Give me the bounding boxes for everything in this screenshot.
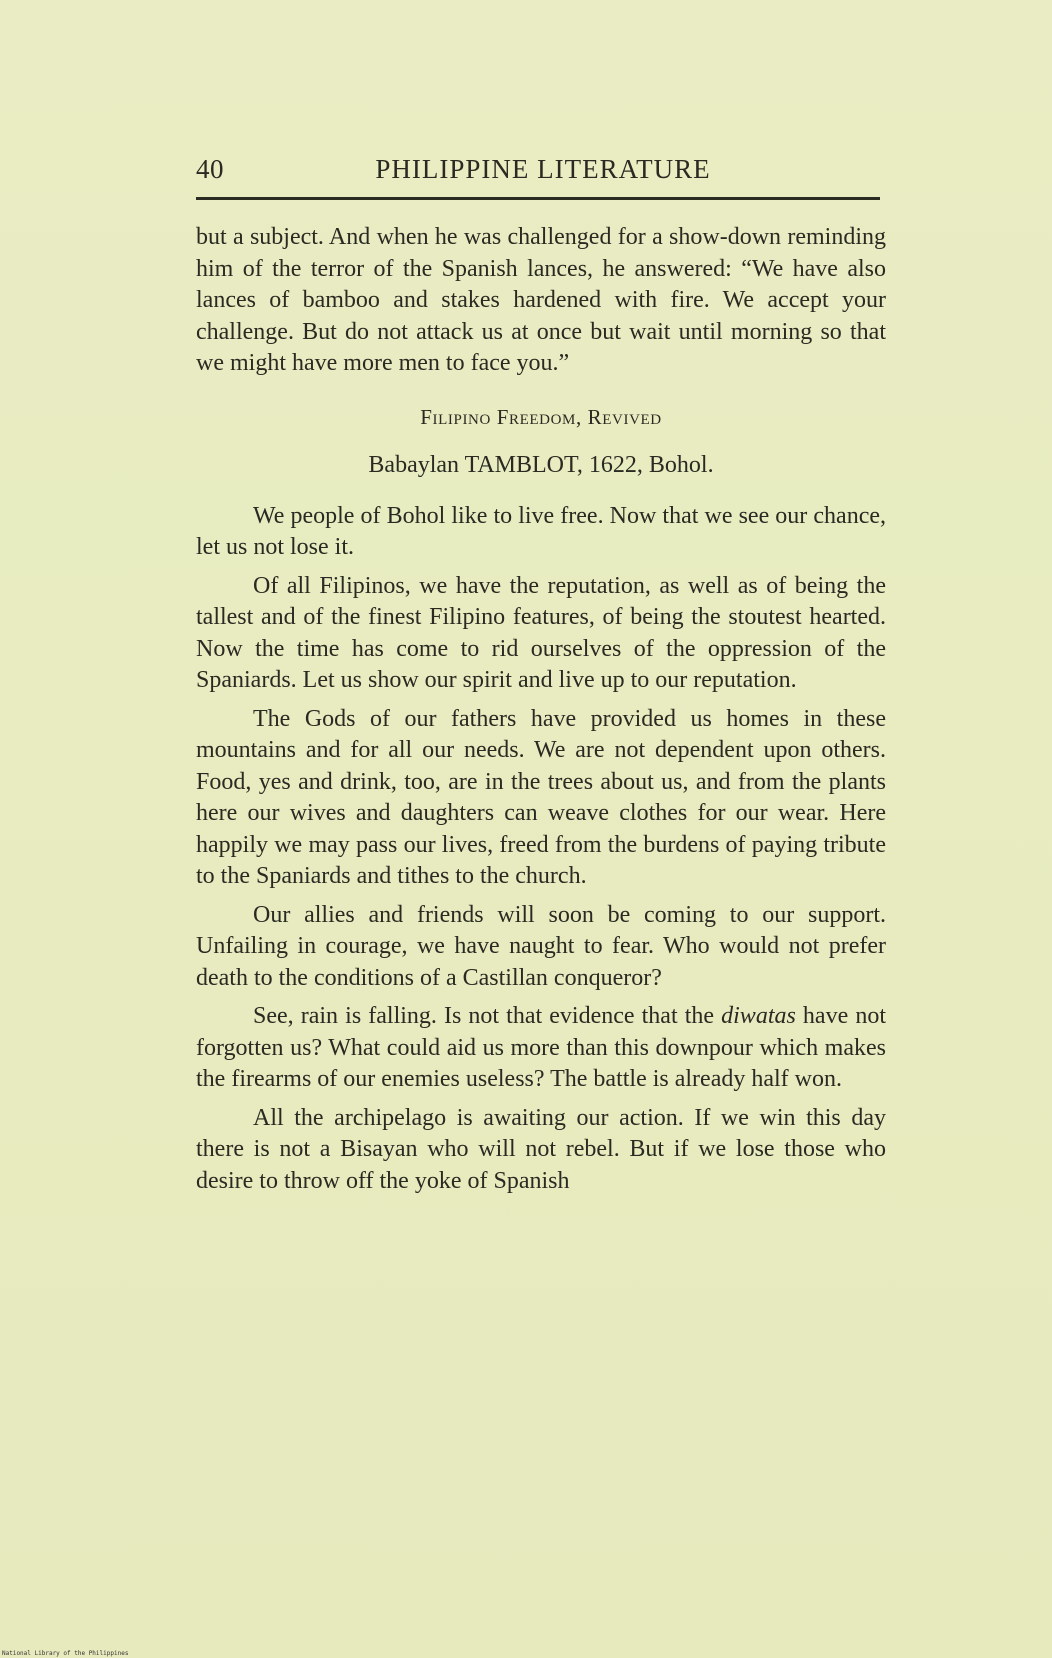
paragraph-5 <box>196 1001 886 1096</box>
paragraph-5-text-after: have not forgotten us? What could aid us more than this downpour which makes the firearms of our enemies useless? The battle is already half won. <box>196 1003 886 1092</box>
paragraph-3: The Gods of our fathers have provided us homes in these mountains and for all our needs. We are not dependent upon others. Food, yes and drink, too, are in the trees about us, and from the plants here our wives and daughters can weave clothes for our wear. Here happily we may pass our lives, freed from the burdens of paying tribute to the Spaniards and tithes to the church. <box>196 705 886 889</box>
section-title: Filipino Freedom, Revived <box>420 404 662 429</box>
opening-paragraph: but a subject. And when he was challenged for a show-down reminding him of the terror of the Spanish lances, he answered: “We have also lances of bamboo and stakes hardened with fire. We accept your challenge. But do not attack us at once but wait until morning so that we might have more men to face you.” <box>196 224 886 376</box>
paragraph-1: We people of Bohol like to live free. Now that we see our chance, let us not lose it. <box>196 502 886 560</box>
body-text <box>196 222 886 1197</box>
page-number: 40 <box>196 154 224 184</box>
footer-credit: National Library of the Philippines <box>2 1650 129 1657</box>
page-header <box>196 150 880 190</box>
paragraph-4: Our allies and friends will soon be coming to our support. Unfailing in courage, we have naught to fear. Who would not prefer death to the conditions of a Castillan conqueror? <box>196 901 886 991</box>
paragraph-5-italic-word: diwatas <box>721 1003 796 1029</box>
section-subtitle: Babaylan TAMBLOT, 1622, Bohol. <box>368 452 714 478</box>
paragraph-5-text-before: See, rain is falling. Is not that evidence that the <box>253 1003 722 1029</box>
paragraph-2: Of all Filipinos, we have the reputation, as well as of being the tallest and of the finest Filipino features, of being the stoutest hearted. Now the time has come to rid ourselves of the oppression of the Spaniards. Let us show our spirit and live up to our reputation. <box>196 572 886 693</box>
paragraph-6: All the archipelago is awaiting our action. If we win this day there is not a Bisayan who will not rebel. But if we lose those who desire to throw off the yoke of Spanish <box>196 1104 886 1194</box>
header-rule <box>196 197 880 200</box>
running-title: PHILIPPINE LITERATURE <box>375 154 711 184</box>
